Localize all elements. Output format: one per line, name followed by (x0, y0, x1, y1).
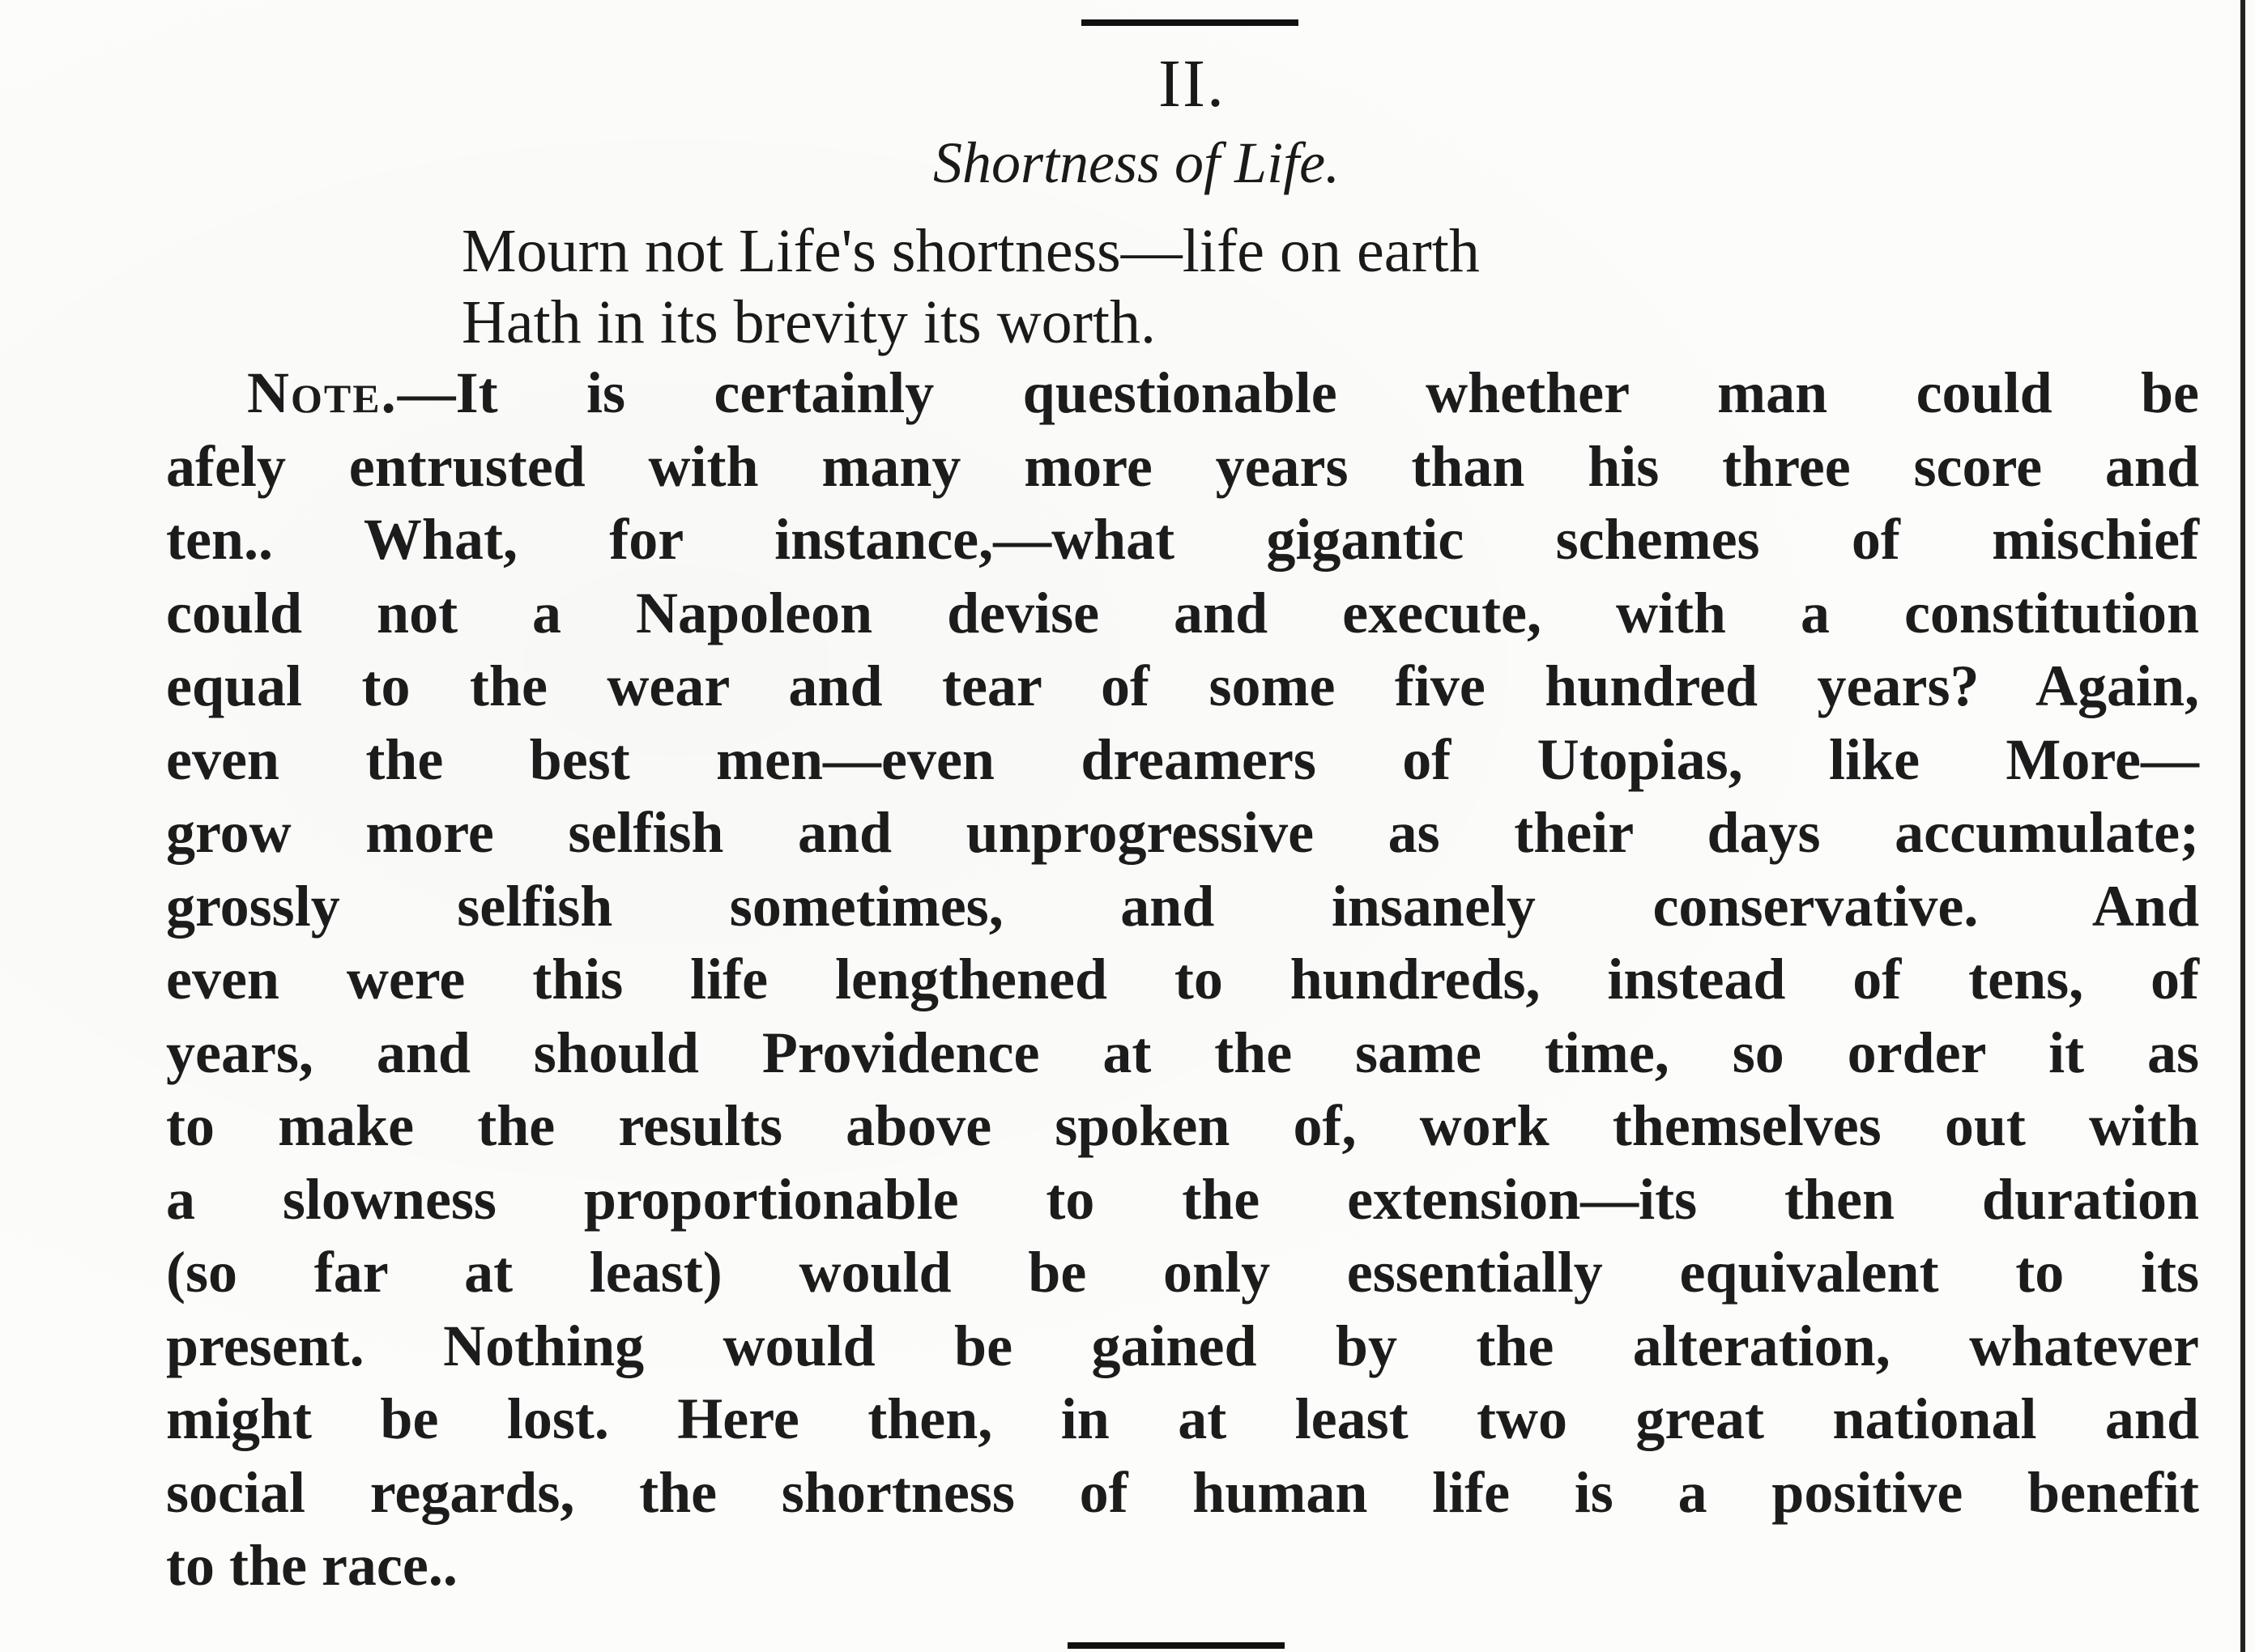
note-line: (so far at least) would be only essentially equivalent to its (166, 1240, 2199, 1305)
column-border (2240, 0, 2245, 1652)
top-rule-divider (1081, 19, 1298, 26)
note-line: present. Nothing would be gained by the alteration, whatever (166, 1313, 2199, 1378)
note-line: to the race.. (166, 1533, 458, 1598)
section-title: Shortness of Life. (933, 130, 1341, 195)
note-line: years, and should Providence at the same time, so order it as (166, 1020, 2199, 1085)
section-numeral: II. (1158, 46, 1226, 121)
note-line: even the best men—even dreamers of Utopias, like More— (166, 726, 2199, 792)
note-paragraph (166, 356, 2199, 1603)
note-line: ten.. What, for instance,—what gigantic schemes of mischief (166, 507, 2199, 572)
verse-line-2: Hath in its brevity its worth. (462, 288, 1157, 356)
note-line: grow more selfish and unprogressive as their days accumulate; (166, 800, 2199, 865)
bottom-rule-divider (1068, 1642, 1285, 1649)
note-line: could not a Napoleon devise and execute, with a constitution (166, 580, 2199, 645)
note-line: social regards, the shortness of human life is a positive benefit (166, 1459, 2199, 1525)
note-line: a slowness proportionable to the extension—its then duration (166, 1166, 2199, 1232)
note-line: equal to the wear and tear of some five hundred years? Again, (166, 654, 2199, 718)
note-line: might be lost. Here then, in at least two great national and (166, 1386, 2199, 1451)
note-line (166, 356, 2199, 430)
note-line: afely entrusted with many more years than his three score and (166, 433, 2199, 499)
note-line: to make the results above spoken of, work themselves out with (166, 1093, 2199, 1158)
note-line-text: —It is certainly questionable whether man could be (397, 360, 2199, 425)
note-line: even were this life lengthened to hundreds, instead of tens, of (166, 947, 2199, 1011)
verse-line-1: Mourn not Life's shortness—life on earth (462, 217, 1480, 285)
note-label: Note. (247, 360, 398, 425)
note-line: grossly selfish sometimes, and insanely conservative. And (166, 873, 2199, 939)
